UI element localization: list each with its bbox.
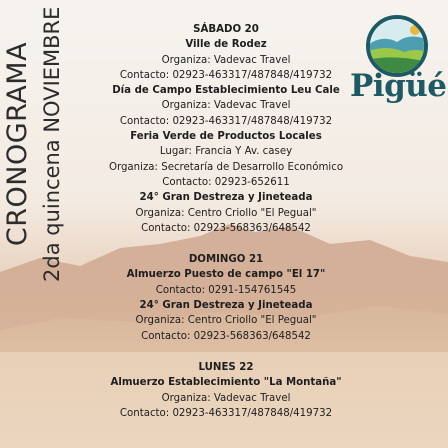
- event-detail: Organiza: Secretaría de Desarrollo Económico: [108, 161, 344, 173]
- event-detail: Contacto: 02923-463317/487848/419732: [119, 407, 333, 419]
- event-detail: Contacto: 02923-568363/648542: [141, 330, 311, 342]
- event-detail: Contacto: 02923-568363/648542: [141, 222, 311, 234]
- event-detail: Organiza: Vadevac Travel: [161, 54, 291, 66]
- event-title: 24° Gran Destreza y Jineteada: [139, 300, 313, 312]
- event-detail: Organiza: Vadevac Travel: [161, 392, 291, 404]
- brand-name: Pigüé: [350, 68, 447, 104]
- event-detail: Contacto: 02923-463317/487848/419732: [119, 69, 333, 81]
- day-heading: DOMINGO 21: [188, 254, 264, 266]
- day-heading: SÁBADO 20: [193, 24, 259, 35]
- day-separator: [96, 236, 356, 252]
- event-detail: Organiza: Centro Criollo "El Pegual": [135, 207, 317, 219]
- event-title: Ville de Rodez: [185, 39, 267, 51]
- event-title: Almuerzo Puesto de campo "El 17": [126, 269, 326, 281]
- day-heading: LUNES 22: [198, 361, 254, 373]
- schedule-content: [96, 22, 356, 421]
- event-detail: Organiza: Vadevac Travel: [161, 100, 291, 112]
- schedule-period-subtitle: 2da quincena NOVIEMBRE: [40, 6, 64, 282]
- event-detail: Contacto: 0291-154761545: [155, 284, 297, 296]
- event-detail: Contacto: 02923-463317/487848/419732: [119, 115, 333, 127]
- event-title: 24° Gran Destreza y Jineteada: [139, 192, 313, 204]
- day-separator: [96, 344, 356, 360]
- event-detail: Contacto: 02923-652611: [162, 176, 290, 188]
- event-title: Almuerzo Establecimiento "La Montaña": [110, 377, 342, 389]
- event-detail: Organiza: Centro Criollo "El Pegual": [135, 315, 317, 327]
- cronograma-title: CRONOGRAMA: [2, 41, 33, 247]
- event-title: Día de Campo Establecimiento Leu Cale: [112, 85, 340, 97]
- event-detail: Lugar: Francia Y Av. casey: [159, 146, 293, 158]
- event-title: Feria Verde de Productos Locales: [130, 131, 322, 143]
